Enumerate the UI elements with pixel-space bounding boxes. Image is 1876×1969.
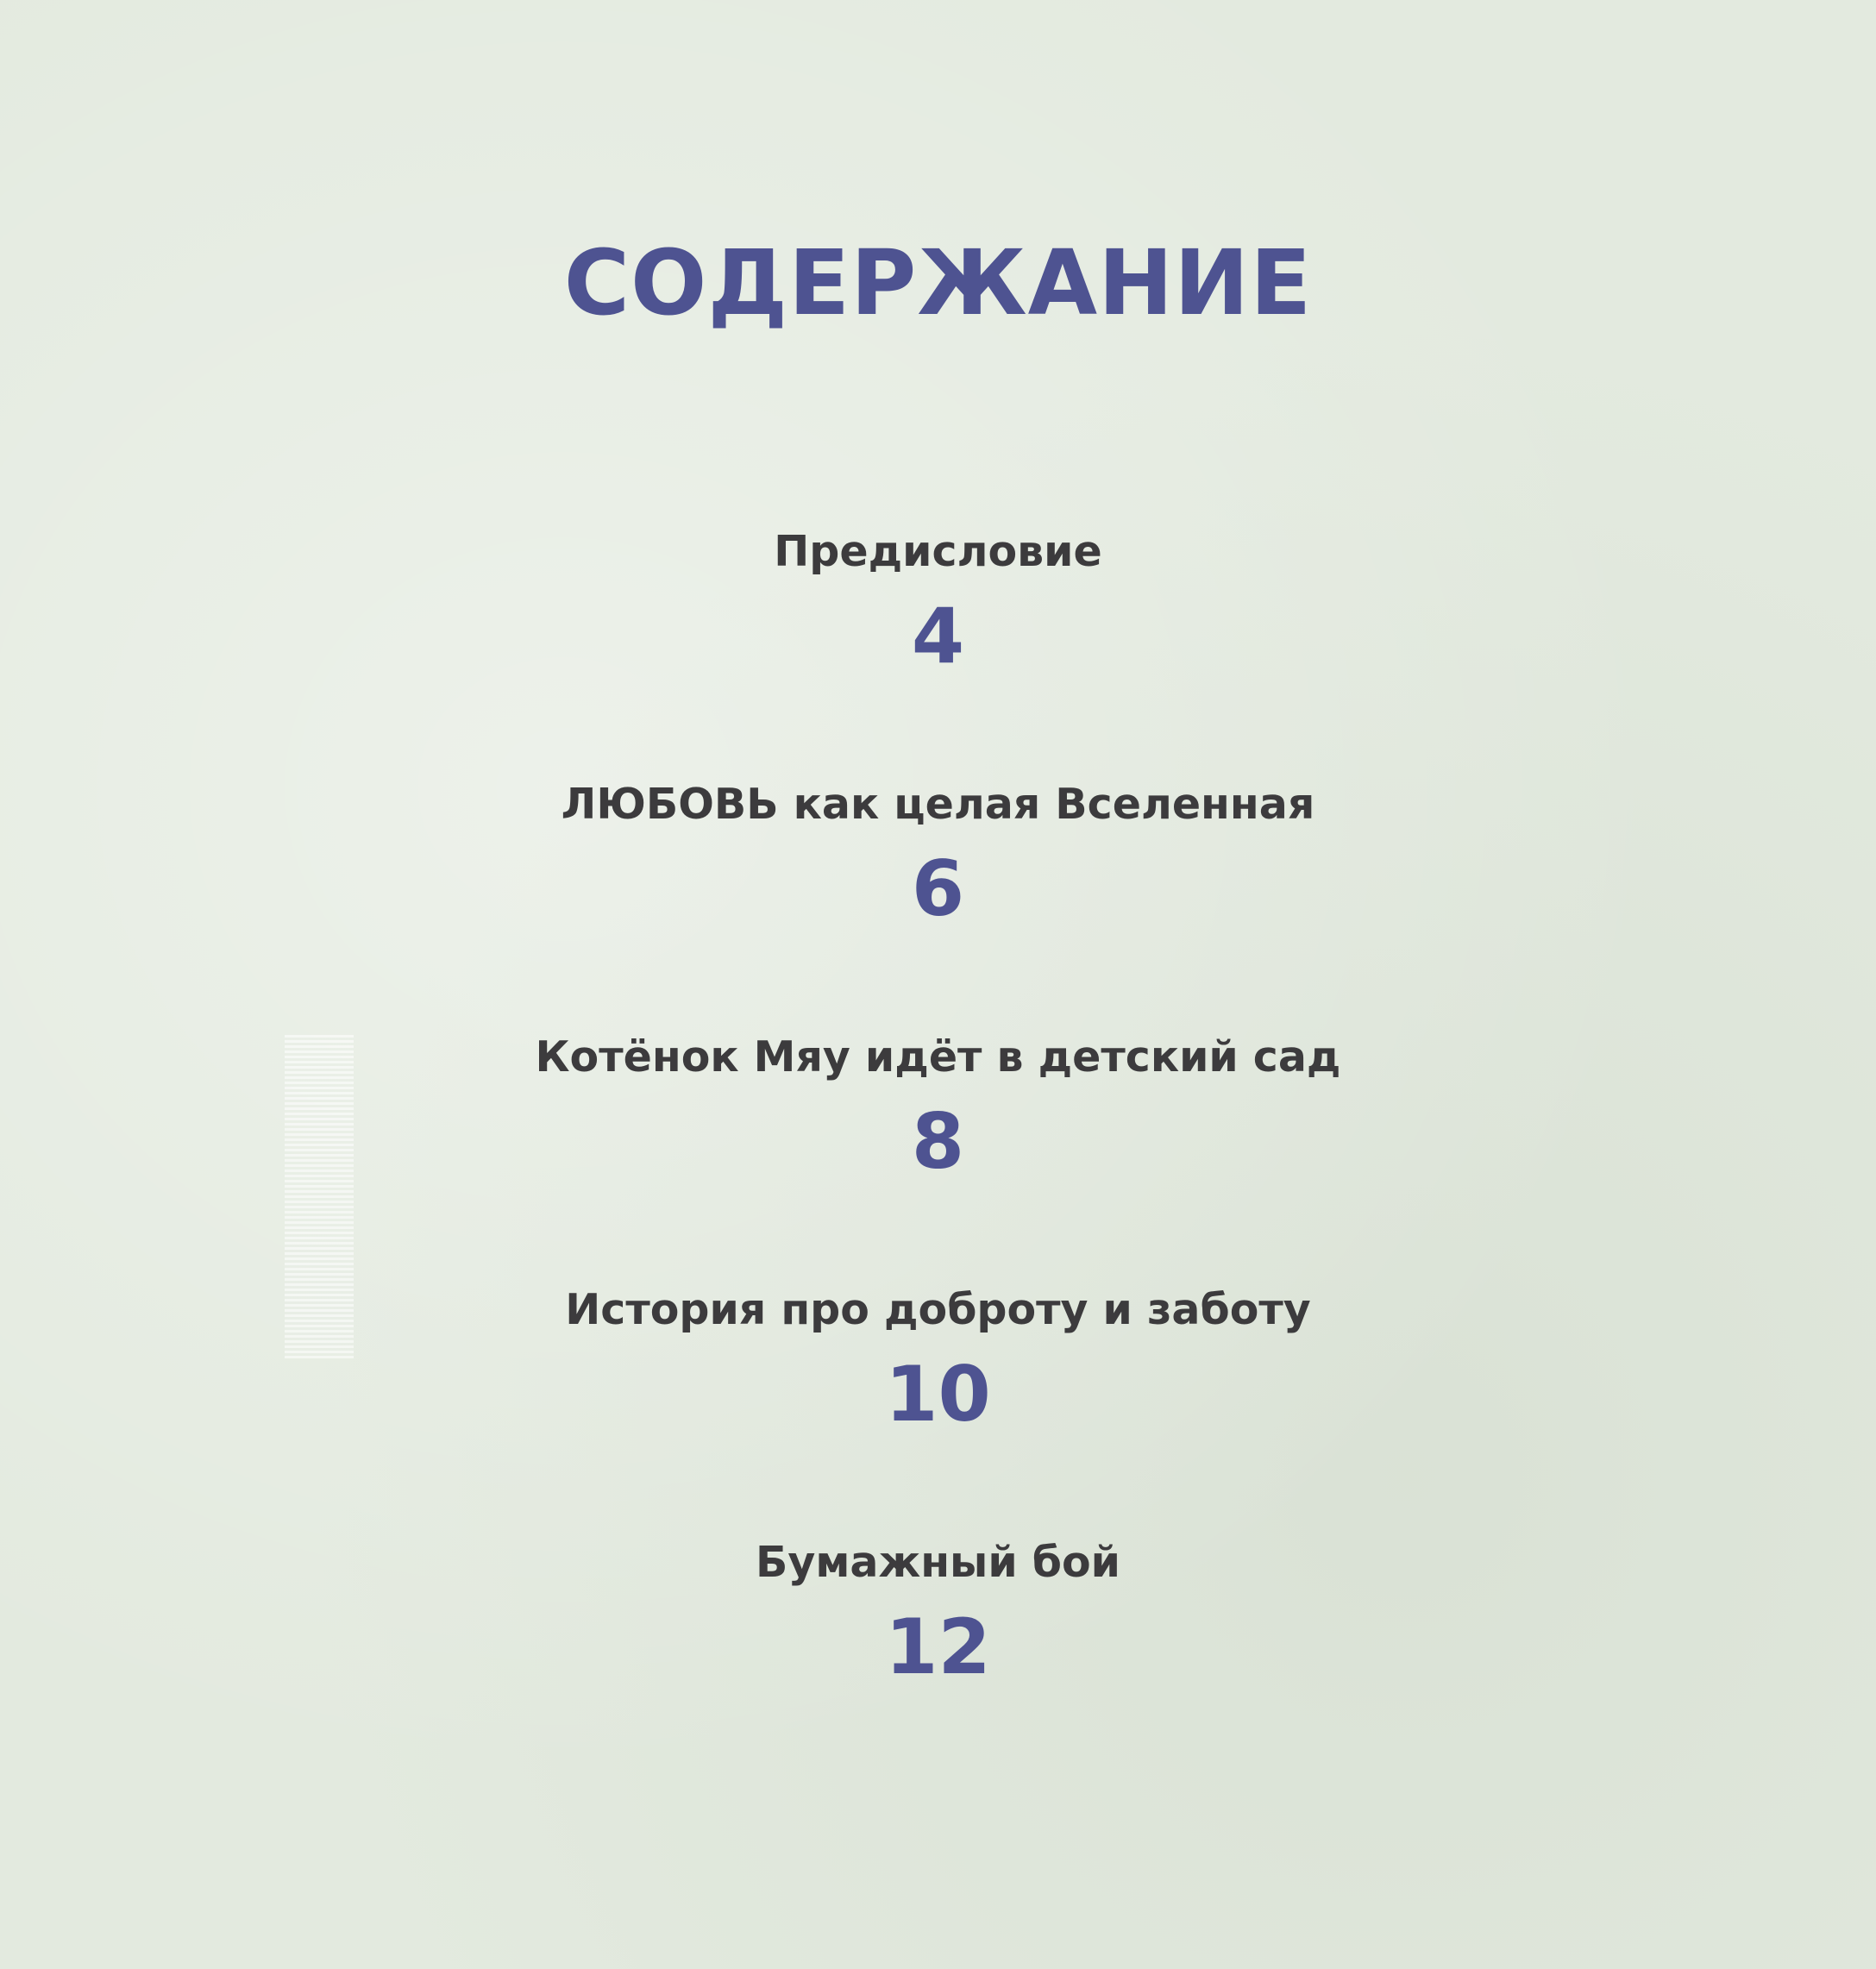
toc-entry-title: ЛЮБОВЬ как целая Вселенная [561,780,1315,829]
toc-entry-foreword [0,516,1876,768]
toc-entry-page-number: 4 [911,592,965,680]
toc-entry-love-universe [0,768,1876,1021]
toc-entry-paper-fight [0,1527,1876,1779]
table-of-contents [0,516,1876,1779]
toc-entry-page-number: 6 [911,844,965,933]
toc-entry-page-number: 8 [911,1097,965,1186]
toc-entry-title: Бумажный бой [756,1538,1120,1587]
toc-entry-title: История про доброту и заботу [565,1285,1311,1334]
toc-entry-page-number: 12 [885,1602,991,1691]
contents-heading: СОДЕРЖАНИЕ [563,230,1313,335]
toc-entry-kindness-care [0,1274,1876,1527]
toc-entry-kitten-kindergarten [0,1021,1876,1274]
toc-entry-title: Котёнок Мяу идёт в детский сад [535,1032,1341,1082]
toc-entry-title: Предисловие [774,527,1102,576]
toc-entry-page-number: 10 [885,1350,991,1439]
